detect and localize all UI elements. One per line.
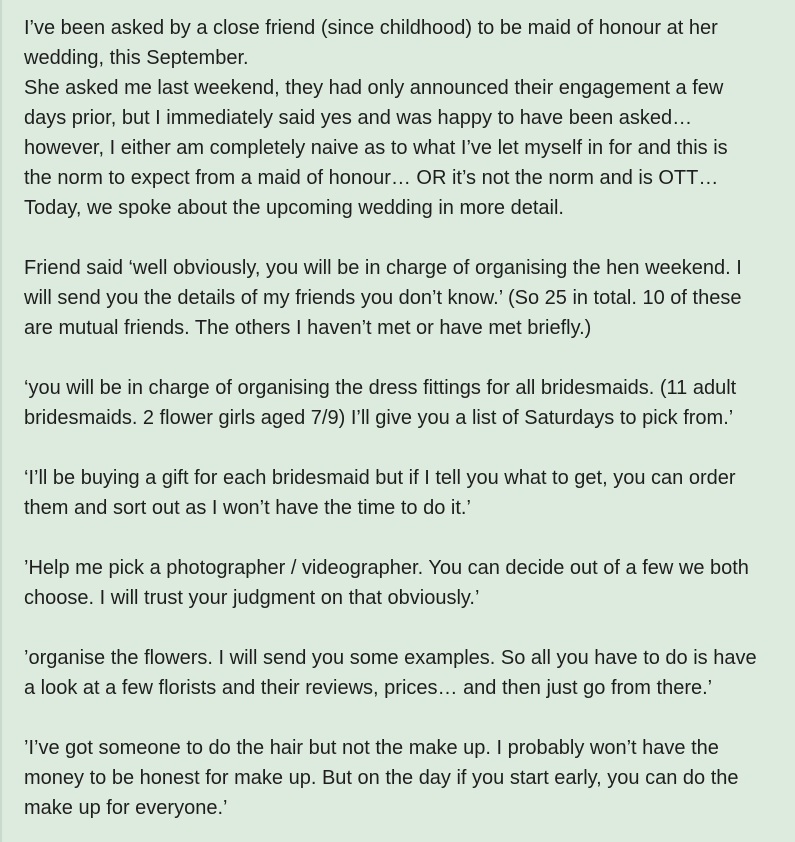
text-line: make up for everyone.’ [24, 797, 228, 819]
text-line: ‘I’ll be buying a gift for each bridesmaid but if I tell you what to get, you can order [24, 467, 736, 489]
text-line: ’organise the flowers. I will send you some examples. So all you have to do is have [24, 647, 757, 669]
text-line: days prior, but I immediately said yes and was happy to have been asked… [24, 107, 693, 129]
text-line: are mutual friends. The others I haven’t met or have met briefly.) [24, 317, 592, 339]
text-line: wedding, this September. [24, 47, 249, 69]
text-line: however, I either am completely naive as to what I’ve let myself in for and this is [24, 137, 728, 159]
text-line: will send you the details of my friends you don’t know.’ (So 25 in total. 10 of these [24, 287, 742, 309]
text-line: ‘you will be in charge of organising the dress fittings for all bridesmaids. (11 adult [24, 377, 737, 399]
text-line: Today, we spoke about the upcoming wedding in more detail. [24, 197, 564, 219]
text-line: She asked me last weekend, they had only announced their engagement a few [24, 77, 724, 99]
text-line: ’I’ve got someone to do the hair but not the make up. I probably won’t have the [24, 737, 719, 759]
text-line: choose. I will trust your judgment on that obviously.’ [24, 587, 480, 609]
text-line: bridesmaids. 2 flower girls aged 7/9) I’ll give you a list of Saturdays to pick from.’ [24, 407, 734, 429]
text-line: Friend said ‘well obviously, you will be in charge of organising the hen weekend. I [24, 257, 742, 279]
paragraph-photographer [24, 553, 765, 613]
paragraph-dress-fittings [24, 373, 765, 433]
text-line: money to be honest for make up. But on the day if you start early, you can do the [24, 767, 739, 789]
text-line: a look at a few florists and their reviews, prices… and then just go from there.’ [24, 677, 713, 699]
paragraph-flowers [24, 643, 765, 703]
paragraph-make-up [24, 733, 765, 823]
paragraph-intro [24, 13, 765, 223]
text-line: I’ve been asked by a close friend (since childhood) to be maid of honour at her [24, 17, 718, 39]
paragraph-hen-weekend [24, 253, 765, 343]
paragraph-gifts [24, 463, 765, 523]
text-line: the norm to expect from a maid of honour… OR it’s not the norm and is OTT… [24, 167, 719, 189]
text-line: them and sort out as I won’t have the time to do it.’ [24, 497, 471, 519]
text-line: ’Help me pick a photographer / videographer. You can decide out of a few we both [24, 557, 749, 579]
